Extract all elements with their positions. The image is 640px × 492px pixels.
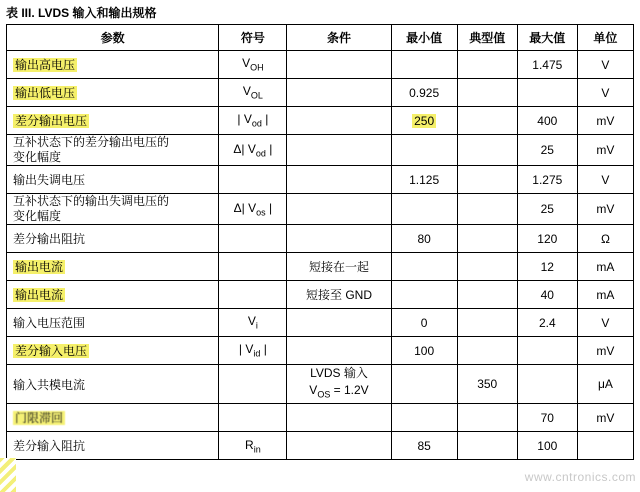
cell-unit: mA xyxy=(577,281,633,309)
cell-unit: mA xyxy=(577,253,633,281)
cell-symbol xyxy=(219,79,287,107)
table-row xyxy=(7,404,634,432)
cell-min: 80 xyxy=(391,225,457,253)
cell-condition xyxy=(287,337,391,365)
condition-line-1: LVDS 输入 xyxy=(310,366,368,380)
cell-max: 400 xyxy=(517,107,577,135)
parameter-line-2: 变化幅度 xyxy=(13,209,62,223)
cell-symbol xyxy=(219,135,287,166)
cell-min xyxy=(391,194,457,225)
site-watermark xyxy=(525,470,636,484)
table-row xyxy=(7,365,634,404)
cell-parameter xyxy=(7,337,219,365)
cell-symbol xyxy=(219,51,287,79)
cell-parameter xyxy=(7,107,219,135)
column-header-max: 最大值 xyxy=(517,25,577,51)
cell-parameter xyxy=(7,135,219,166)
symbol-base: Δ| V xyxy=(233,141,256,156)
symbol-tail: | xyxy=(261,112,269,127)
cell-max xyxy=(517,365,577,404)
condition-symbol-tail: = 1.2V xyxy=(330,383,369,397)
cell-symbol xyxy=(219,337,287,365)
cell-typ xyxy=(457,51,517,79)
symbol-subscript: os xyxy=(256,207,266,218)
cell-min: 0.925 xyxy=(391,79,457,107)
cell-condition xyxy=(287,225,391,253)
cell-unit: mV xyxy=(577,135,633,166)
cell-min: 0 xyxy=(391,309,457,337)
cell-min xyxy=(391,253,457,281)
symbol-subscript: od xyxy=(251,118,262,129)
cell-typ xyxy=(457,253,517,281)
symbol-subscript: OH xyxy=(250,62,264,73)
symbol-base: V xyxy=(242,84,251,99)
cell-typ xyxy=(457,194,517,225)
symbol-subscript: i xyxy=(255,320,258,331)
cell-parameter: 输出失调电压 xyxy=(7,166,219,194)
cell-symbol xyxy=(219,194,287,225)
table-header-row xyxy=(7,25,634,51)
condition-symbol-subscript: OS xyxy=(317,389,331,400)
cell-symbol xyxy=(219,225,287,253)
cell-condition: 短接至 GND xyxy=(287,281,391,309)
symbol-tail: | xyxy=(265,200,273,215)
cell-parameter: 输入共模电流 xyxy=(7,365,219,404)
parameter-text: 门限滞回 xyxy=(15,411,64,426)
cell-min: 85 xyxy=(391,432,457,460)
cell-symbol xyxy=(219,404,287,432)
symbol-subscript: in xyxy=(253,444,261,455)
symbol-base: R xyxy=(245,437,254,452)
cell-max xyxy=(517,337,577,365)
parameter-text: 输出电流 xyxy=(15,260,64,274)
cell-unit: mV xyxy=(577,404,633,432)
cell-typ xyxy=(457,225,517,253)
parameter-text: 输出高电压 xyxy=(15,58,76,72)
cell-min xyxy=(391,404,457,432)
table-row xyxy=(7,51,634,79)
cell-unit: V xyxy=(577,309,633,337)
cell-typ xyxy=(457,107,517,135)
cell-min xyxy=(391,281,457,309)
watermark-text: www.cntronics.com xyxy=(524,470,636,484)
cell-typ xyxy=(457,79,517,107)
symbol-subscript: od xyxy=(255,148,266,159)
parameter-line-2: 变化幅度 xyxy=(13,150,62,164)
column-header-symbol: 符号 xyxy=(219,25,287,51)
table-row xyxy=(7,432,634,460)
cell-symbol xyxy=(219,309,287,337)
parameter-text: 输出电流 xyxy=(15,288,64,302)
highlighter-stripe-decoration xyxy=(0,458,16,492)
table-row xyxy=(7,281,634,309)
condition-line-2 xyxy=(293,382,384,403)
cell-parameter xyxy=(7,79,219,107)
cell-unit: mV xyxy=(577,107,633,135)
cell-unit: V xyxy=(577,79,633,107)
table-row xyxy=(7,253,634,281)
table-row xyxy=(7,135,634,166)
cell-symbol xyxy=(219,432,287,460)
cell-typ xyxy=(457,281,517,309)
table-row xyxy=(7,337,634,365)
cell-parameter: 差分输入阻抗 xyxy=(7,432,219,460)
parameter-text: 差分输出电压 xyxy=(15,114,88,128)
cell-max: 1.275 xyxy=(517,166,577,194)
column-header-min: 最小值 xyxy=(391,25,457,51)
cell-typ xyxy=(457,135,517,166)
cell-max: 70 xyxy=(517,404,577,432)
cell-max: 100 xyxy=(517,432,577,460)
cell-min xyxy=(391,365,457,404)
cell-parameter xyxy=(7,404,219,432)
cell-max: 25 xyxy=(517,135,577,166)
cell-condition: 短接在一起 xyxy=(287,253,391,281)
cell-parameter: 输入电压范围 xyxy=(7,309,219,337)
cell-parameter xyxy=(7,51,219,79)
column-header-parameter: 参数 xyxy=(7,25,219,51)
cell-parameter xyxy=(7,194,219,225)
symbol-tail: | xyxy=(265,141,273,156)
cell-max xyxy=(517,79,577,107)
parameter-line-1: 互补状态下的差分输出电压的 xyxy=(13,135,170,149)
parameter-text: 输出低电压 xyxy=(15,86,76,100)
cell-max: 2.4 xyxy=(517,309,577,337)
cell-typ xyxy=(457,432,517,460)
table-row xyxy=(7,225,634,253)
table-row xyxy=(7,194,634,225)
symbol-base: V xyxy=(247,314,256,329)
symbol-base: V xyxy=(242,56,251,71)
column-header-condition: 条件 xyxy=(287,25,391,51)
cell-typ xyxy=(457,166,517,194)
cell-max: 12 xyxy=(517,253,577,281)
cell-condition xyxy=(287,166,391,194)
cell-unit: V xyxy=(577,51,633,79)
table-row xyxy=(7,309,634,337)
cell-symbol xyxy=(219,166,287,194)
cell-condition xyxy=(287,194,391,225)
parameter-text: 差分输入电压 xyxy=(15,344,88,358)
cell-max: 120 xyxy=(517,225,577,253)
cell-typ xyxy=(457,404,517,432)
cell-condition xyxy=(287,432,391,460)
symbol-tail: | xyxy=(260,342,267,357)
cell-parameter xyxy=(7,281,219,309)
symbol-base: | V xyxy=(237,112,252,127)
table-row xyxy=(7,107,634,135)
symbol-subscript: id xyxy=(253,348,261,359)
cell-min xyxy=(391,135,457,166)
cell-condition xyxy=(287,135,391,166)
cell-min: 100 xyxy=(391,337,457,365)
min-value: 250 xyxy=(414,113,435,128)
condition-symbol-base: V xyxy=(309,383,318,397)
cell-condition xyxy=(287,51,391,79)
cell-parameter xyxy=(7,253,219,281)
table-row xyxy=(7,166,634,194)
cell-symbol xyxy=(219,281,287,309)
table-row xyxy=(7,79,634,107)
cell-condition xyxy=(287,107,391,135)
cell-typ: 350 xyxy=(457,365,517,404)
cell-unit: Ω xyxy=(577,225,633,253)
cell-max: 40 xyxy=(517,281,577,309)
cell-typ xyxy=(457,337,517,365)
cell-typ xyxy=(457,309,517,337)
cell-unit xyxy=(577,432,633,460)
cell-unit: mV xyxy=(577,337,633,365)
cell-condition xyxy=(287,309,391,337)
symbol-subscript: OL xyxy=(250,90,263,101)
cell-min xyxy=(391,107,457,135)
cell-condition xyxy=(287,79,391,107)
symbol-base: | V xyxy=(238,342,254,357)
cell-condition xyxy=(287,404,391,432)
table-caption: 表 III. LVDS 输入和输出规格 xyxy=(6,6,157,20)
symbol-base: Δ| V xyxy=(233,200,257,215)
cell-max: 1.475 xyxy=(517,51,577,79)
column-header-typ: 典型值 xyxy=(457,25,517,51)
cell-parameter: 差分输出阻抗 xyxy=(7,225,219,253)
cell-symbol xyxy=(219,253,287,281)
cell-min xyxy=(391,51,457,79)
cell-symbol xyxy=(219,365,287,404)
cell-max: 25 xyxy=(517,194,577,225)
parameter-line-1: 互补状态下的输出失调电压的 xyxy=(13,194,170,208)
lvds-spec-table xyxy=(6,24,634,460)
cell-symbol xyxy=(219,107,287,135)
cell-unit: mV xyxy=(577,194,633,225)
cell-unit: μA xyxy=(577,365,633,404)
cell-condition xyxy=(287,365,391,404)
column-header-unit: 单位 xyxy=(577,25,633,51)
cell-unit: V xyxy=(577,166,633,194)
cell-min: 1.125 xyxy=(391,166,457,194)
